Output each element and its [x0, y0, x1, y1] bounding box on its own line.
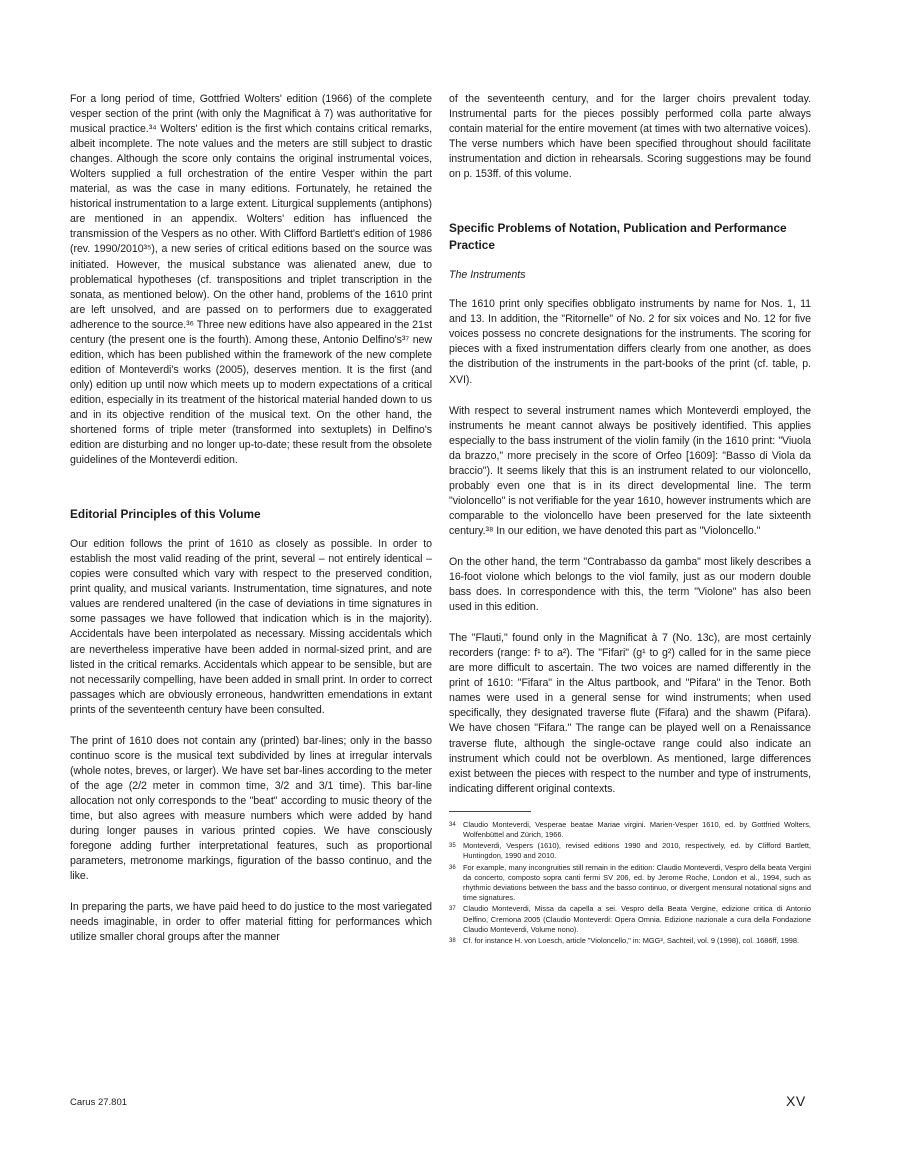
- footnote-divider: [449, 811, 531, 812]
- paragraph-flauti: The "Flauti," found only in the Magnificat à 7 (No. 13c), are most certainly recorders (range: f¹ to a²). The "Fifari" (g¹ to g²) called for in the same piece are more difficult to ascertain. The two voices are named differently in the print of 1610: "Fifara" in the Altus partbook, and "Pifara" in the Tenor. Both names were used in a general sense for wind instruments; when used specifically, they designated traverse flute (Fifara) and the shawm (Pifara). We have chosen "Fifara." The range can be played well on a Renaissance traverse flute, although the single-octave range could also indicate an instrument which could not be overblown. As mentioned, large differences exist between the pieces with respect to the number and type of instruments, indicating different original contexts.: [449, 632, 811, 795]
- footnote: 35 Monteverdi, Vespers (1610), revised editions 1990 and 2010, respectively, ed. by Clifford Bartlett, Huntingdon, 1990 and 2010.: [449, 841, 811, 861]
- paragraph-bar-lines: The print of 1610 does not contain any (printed) bar-lines; only in the basso continuo score is the musical text subdivided by lines at irregular intervals (whole notes, breves, or larger). We have set bar-lines according to the meter of the age (2/2 meter in common time, 3/2 and 3/1 time). This bar-line allocation not only corresponds to the "beat" according to music theory of the time, but also agrees with measure numbers which were added by hand during longer pauses in various printed copies. We have consciously foregone adding further interpretational features, such as proportional parameters, metronome markings, figuration of the basso continuo, and the like.: [70, 734, 432, 883]
- paragraph-editions-history: For a long period of time, Gottfried Wolters' edition (1966) of the complete vesper section of the print (with only the Magnificat à 7) was authoritative for musical practice.³⁴ Wolters' edition is the first which contains critical remarks, albeit incomplete. The note values and the meters are still subject to drastic changes. Although the score only contains the original instrumental voices, Wolters supplied a full orchestration of the entire Vesper within the part material, as was the case in many editions. Fortunately, he retained the historical instrumentation to a large extent. Liturgical supplements (antiphons) are mentioned in an appendix. Wolters' edition has influenced the transmission of the Vespers as no other. With Clifford Bartlett's edition of 1986 (rev. 1990/2010³⁵), a new series of critical editions based on the source was initiated. However, the musical substance was alienated anew, due to problematical hypotheses (cf. transpositions and triplet transcription in the sonata, as mentioned below). On the other hand, problems of the 1610 print are left unsolved, and are passed on to performers due to exaggerated adherence to the source.³⁶ Three new editions have also appeared in the 21st century (the present one is the fourth). Among these, Antonio Delfino's³⁷ new edition, which has been published within the framework of the new complete edition of Monteverdi's works (2005), deserves mention. It is the first (and only) edition up until now which meets up to modern expectations of a critical edition, especially in its treatment of the historical material handed down to us and in its objective rendition of the musical text. On the other hand, the shortened forms of triple meter (transformed into sextuplets) in Delfino's edition are disturbing and no longer up-to-date; these result from the obsolete guidelines of the Monteverdi edition.: [70, 93, 432, 467]
- heading-editorial-principles: Editorial Principles of this Volume: [70, 507, 261, 522]
- paragraph-parts-continued: of the seventeenth century, and for the larger choirs prevalent today. Instrumental parts for the pieces possibly performed colla parte always contain material for the entire movement (at times with two alternative voices). The verse numbers which have been specified throughout should facilitate instrumentation and diction in rehearsals. Scoring suggestions may be found on p. 153ff. of this volume.: [449, 93, 811, 181]
- paragraph-editorial-method: Our edition follows the print of 1610 as closely as possible. In order to establish the most valid reading of the print, several – not entirely identical – copies were consulted which vary with respect to the preserved condition, print quality, and musical variants. Instrumentation, time signatures, and note values are rendered unaltered (in the case of deviations in time signatures in some passages we have followed that indication which is in the majority). Accidentals have been interpolated as necessary. Missing accidentals which are nevertheless imperative have been added in normal-sized print, and are listed in the critical remarks. Accidentals which appear to be sensible, but are not necessarily compelling, have been added in small print. In order to correct passages which are obviously erroneous, handwritten emendations in extant prints of the seventeenth century have been consulted.: [70, 538, 432, 716]
- footnote: 36 For example, many incongruities still remain in the edition: Claudio Monteverdi, Vespro della beata Vergini da concerto, composto sopra canti fermi SV 206, ed. by Jerome Roche, London et al., 1994, such as rhythmic deviations between the bass and the basso continuo, or divergent mensural notational signs and time signatures.: [449, 862, 811, 903]
- right-column: [449, 92, 811, 947]
- paragraph-obbligato-instruments: The 1610 print only specifies obbligato instruments by name for Nos. 1, 11 and 13. In addition, the "Ritornelle" of No. 2 for six voices and No. 12 for five voices possess no concrete designations for the instruments. The scoring for pieces with a fixed instrumentation differs clearly from one another, as does the distribution of the instruments in the part-books of the print (cf. table, p. XVI).: [449, 298, 811, 386]
- paragraph-contrabasso: On the other hand, the term "Contrabasso da gamba" most likely describes a 16-foot violone which belongs to the viol family, just as our modern double bass does. In correspondence with this, the term "Violone" has also been used in this edition.: [449, 555, 811, 614]
- footnote: 38 Cf. for instance H. von Loesch, article "Violoncello," in: MGG², Sachteil, vol. 9 (1998), col. 1686ff, 1998.: [449, 935, 800, 945]
- heading-specific-problems: Specific Problems of Notation, Publication and Performance Practice: [449, 221, 787, 253]
- left-column: [70, 92, 432, 961]
- footnotes: [449, 820, 811, 946]
- subheading-instruments: The Instruments: [449, 269, 526, 282]
- paragraph-parts: In preparing the parts, we have paid heed to do justice to the most variegated needs imaginable, in order to offer material fitting for performances which utilize smaller choral groups after the manner: [70, 901, 432, 944]
- page-number: XV: [786, 1093, 806, 1109]
- publisher-catalog-number: Carus 27.801: [70, 1097, 128, 1108]
- footnote: 34 Claudio Monteverdi, Vesperae beatae Mariae virgini. Marien-Vesper 1610, ed. by Gottfried Wolters, Wolfenbüttel and Zürich, 1966.: [449, 819, 811, 839]
- paragraph-instrument-names: With respect to several instrument names which Monteverdi employed, the instruments he meant cannot always be positively identified. This applies especially to the bass instrument of the violin family (in the 1610 print: "Viuola da brazzo," more precisely in the score of Orfeo [1609]: "Basso di Viola da braccio"). It seems likely that this is an instrument related to our violoncello, probably even one that is in its direct developmental line. The term "violoncello" is not verifiable for the year 1610, however instruments which are comparable to the violoncello have been preserved for the late sixteenth century.³⁸ In our edition, we have denoted this part as "Violoncello.": [449, 404, 811, 537]
- footnote: 37 Claudio Monteverdi, Missa da capella a sei. Vespro della Beata Vergine, edizione critica di Antonio Delfino, Cremona 2005 (Claudio Monteverdi: Opera Omnia. Edizione nazionale a cura della Fondazione Claudio Monteverdi, Volume nono).: [449, 904, 811, 934]
